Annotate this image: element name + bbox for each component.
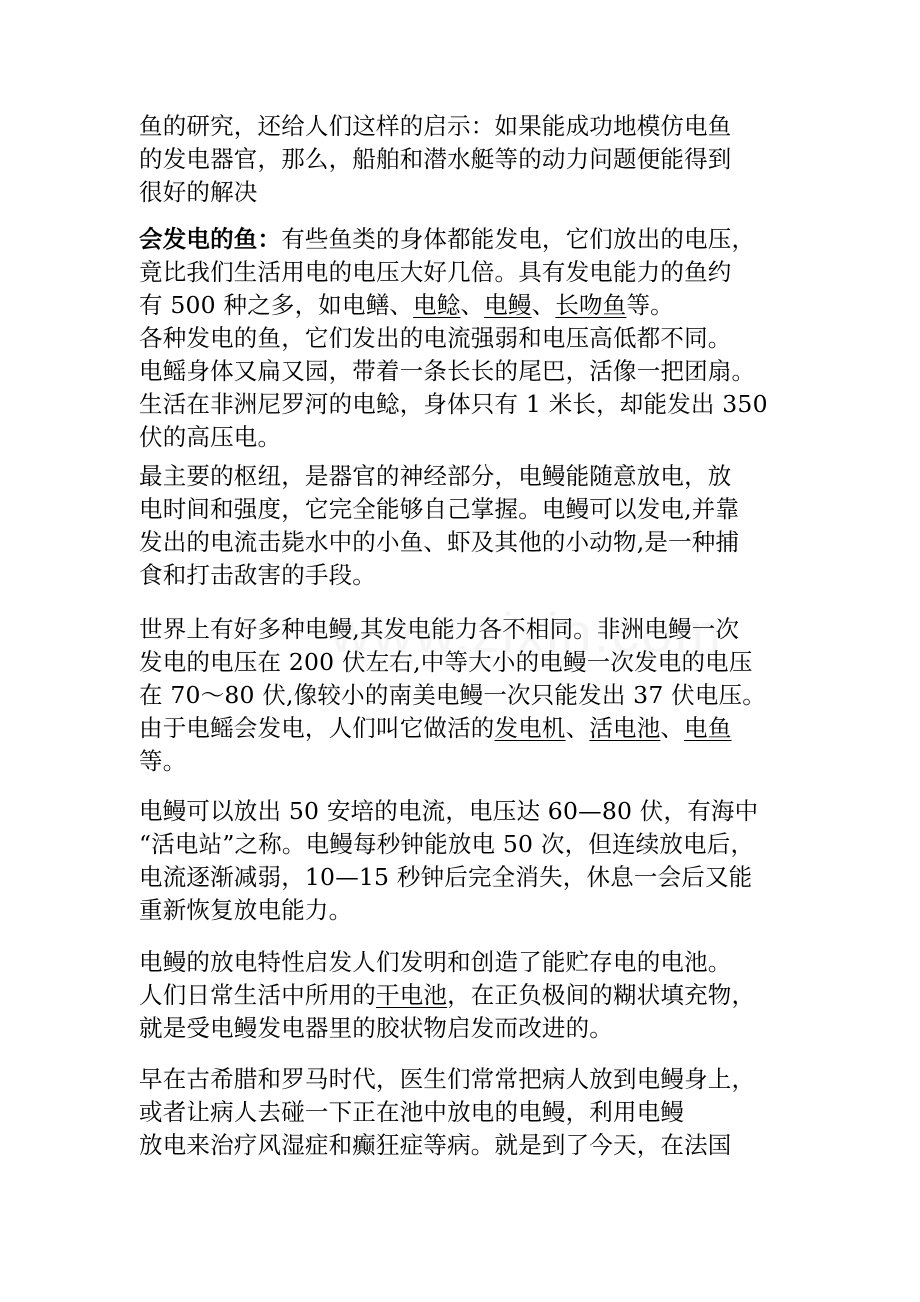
text-line: 电流逐渐减弱，10—15 秒钟后完全消失，休息一会后又能 — [139, 863, 753, 891]
text-line: 电时间和强度，它完全能够自己掌握。电鳗可以发电,并靠 — [139, 495, 740, 523]
paragraph-1 — [139, 110, 732, 209]
text-line: 食和打击敌害的手段。 — [139, 561, 376, 589]
text-line: 在 70～80 伏,像较小的南美电鳗一次只能发出 37 伏电压。 — [139, 681, 766, 709]
paragraph-4 — [139, 613, 766, 778]
text-line: 或者让病人去碰一下正在池中放电的电鳗，利用电鳗 — [139, 1098, 685, 1126]
text-line — [139, 289, 768, 322]
text-line: 最主要的枢纽，是器官的神经部分，电鳗能随意放电，放 — [139, 462, 732, 490]
text-span: 、 — [565, 714, 590, 742]
text-span: 、 — [660, 714, 685, 742]
text-line: 生活在非洲尼罗河的电鲶，身体只有 1 米长，却能发出 350 — [139, 390, 768, 418]
text-line: 电鳗可以放出 50 安培的电流，电压达 60—80 伏，有海中 — [139, 797, 759, 825]
text-line: 很好的解决 — [139, 178, 258, 206]
section-heading: 会发电的鱼： — [139, 225, 282, 253]
text-span: 等。 — [626, 291, 674, 319]
text-span: 由于电鳐会发电，人们叫它做活的 — [139, 714, 495, 742]
text-line: 等。 — [139, 747, 187, 775]
link-fadianji[interactable]: 发电机 — [494, 714, 566, 742]
text-line: 重新恢复放电能力。 — [139, 896, 353, 924]
link-gandianchi[interactable]: 干电池 — [376, 981, 448, 1009]
text-line: 电鳗的放电特性启发人们发明和创造了能贮存电的电池。 — [139, 948, 732, 976]
text-line: 伏的高压电。 — [139, 423, 282, 451]
paragraph-6 — [139, 946, 755, 1045]
text-line: 放电来治疗风湿症和癫狂症等病。就是到了今天，在法国 — [139, 1131, 732, 1159]
text-span: 、 — [531, 291, 556, 319]
link-huodianchi[interactable]: 活电池 — [589, 714, 661, 742]
text-span: 人们日常生活中所用的 — [139, 981, 376, 1009]
text-line: 世界上有好多种电鳗,其发电能力各不相同。非洲电鳗一次 — [139, 615, 740, 643]
text-line: “活电站”之称。电鳗每秒钟能放电 50 次，但连续放电后， — [139, 830, 755, 858]
text-line: 各种发电的鱼，它们发出的电流强弱和电压高低都不同。 — [139, 324, 732, 352]
text-line: 电鳐身体又扁又园，带着一条长长的尾巴，活像一把团扇。 — [139, 357, 756, 385]
link-dianyu[interactable]: 电鱼 — [684, 714, 732, 742]
text-line: 竟比我们生活用电的电压大好几倍。具有发电能力的鱼约 — [139, 258, 732, 286]
text-line — [139, 223, 768, 256]
text-line: 发电的电压在 200 伏左右,中等大小的电鳗一次发电的电压 — [139, 648, 753, 676]
link-dianman[interactable]: 电鳗 — [484, 291, 532, 319]
text-span: 、 — [460, 291, 485, 319]
text-line: 早在古希腊和罗马时代，医生们常常把病人放到电鳗身上， — [139, 1065, 756, 1093]
text-line: 就是受电鳗发电器里的胶状物启发而改进的。 — [139, 1014, 613, 1042]
link-changwenyu[interactable]: 长吻鱼 — [555, 291, 627, 319]
paragraph-3 — [139, 460, 739, 592]
text-span: 有 500 种之多，如电鳝、 — [139, 291, 414, 319]
paragraph-5 — [139, 795, 758, 927]
paragraph-2 — [139, 223, 768, 454]
text-line — [139, 979, 755, 1012]
text-span: ，在正负极间的糊状填充物， — [447, 981, 756, 1009]
text-line: 鱼的研究，还给人们这样的启示：如果能成功地模仿电鱼 — [139, 112, 732, 140]
text-line: 发出的电流击毙水中的小鱼、虾及其他的小动物,是一种捕 — [139, 528, 740, 556]
text-line — [139, 712, 766, 745]
text-span: 有些鱼类的身体都能发电，它们放出的电压， — [281, 225, 756, 253]
link-dianlian[interactable]: 电鲶 — [413, 291, 461, 319]
paragraph-7 — [139, 1063, 755, 1162]
text-line: 的发电器官，那么，船舶和潜水艇等的动力问题便能得到 — [139, 145, 732, 173]
